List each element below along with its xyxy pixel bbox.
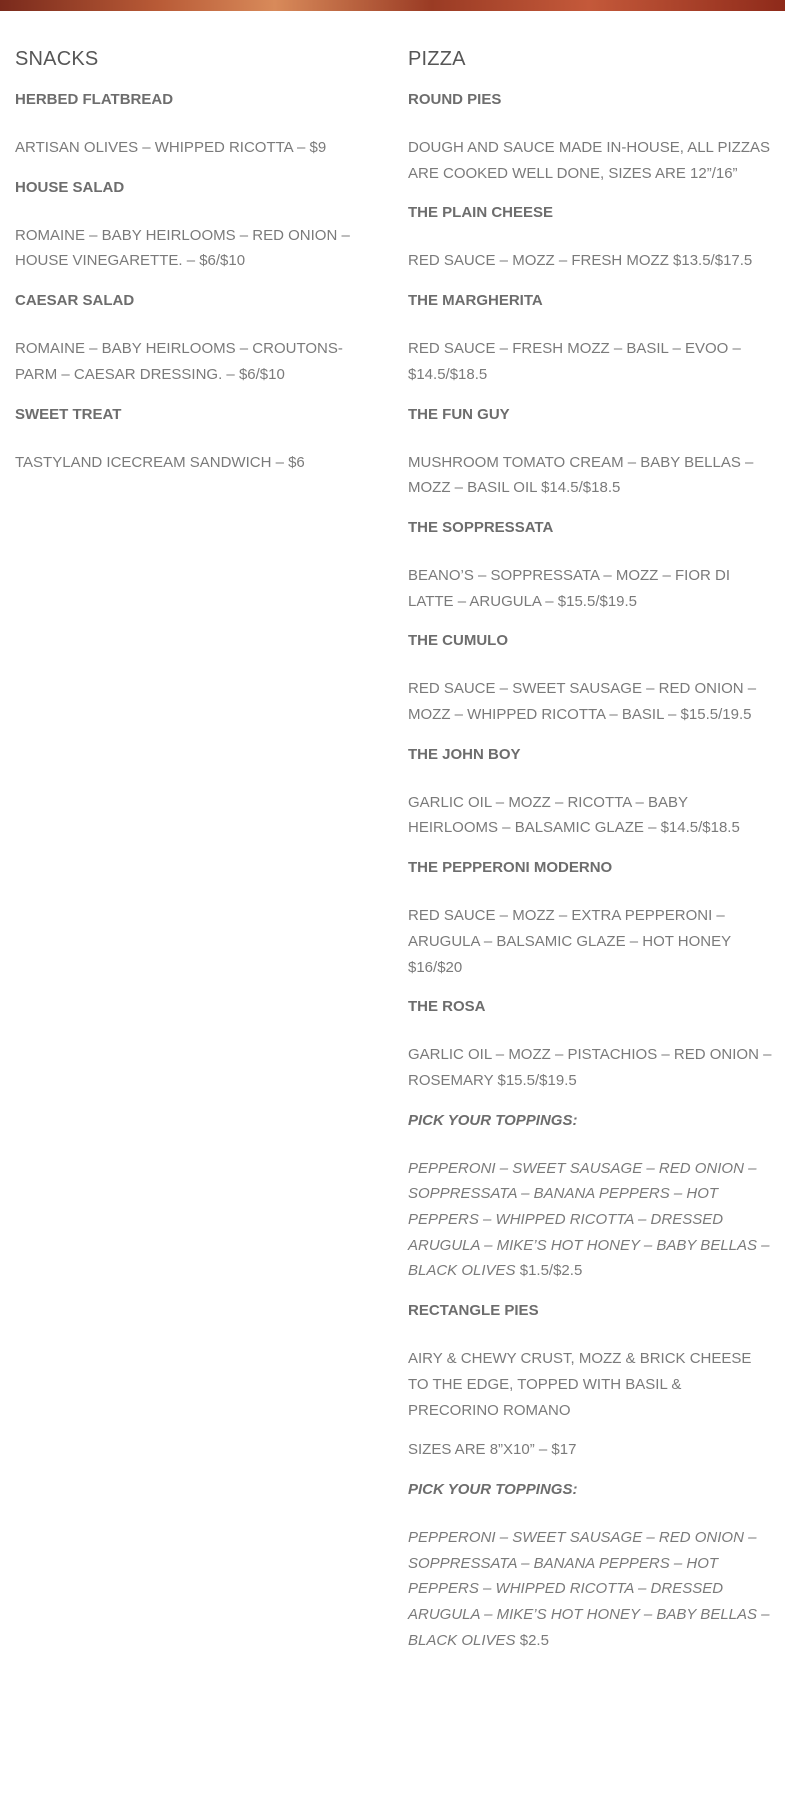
item-description: AIRY & CHEWY CRUST, MOZZ & BRICK CHEESE TO THE EDGE, TOPPED WITH BASIL & PRECORINO ROMANO	[408, 1350, 752, 1419]
menu-item	[408, 996, 773, 1093]
item-description: RED SAUCE – MOZZ – EXTRA PEPPERONI – ARUGULA – BALSAMIC GLAZE – HOT HONEY $16/$20	[408, 907, 731, 976]
pizza-title: PIZZA	[408, 48, 466, 70]
menu-item	[408, 630, 773, 727]
menu-item	[408, 1300, 773, 1463]
toppings-price: $2.5	[515, 1631, 549, 1649]
item-description: RED SAUCE – SWEET SAUSAGE – RED ONION – MOZZ – WHIPPED RICOTTA – BASIL – $15.5/19.5	[408, 680, 757, 724]
item-description: MUSHROOM TOMATO CREAM – BABY BELLAS – MOZZ – BASIL OIL $14.5/$18.5	[408, 453, 754, 497]
item-name: THE CUMULO	[408, 632, 508, 650]
item-description: ARTISAN OLIVES – WHIPPED RICOTTA – $9	[15, 139, 327, 156]
menu-item	[408, 744, 773, 841]
menu-item	[15, 290, 360, 387]
item-name: THE JOHN BOY	[408, 745, 521, 763]
menu-item	[408, 404, 773, 501]
toppings-block	[408, 1110, 773, 1285]
toppings-heading: PICK YOUR TOPPINGS:	[408, 1111, 578, 1129]
item-description: RED SAUCE – MOZZ – FRESH MOZZ $13.5/$17.5	[408, 252, 753, 270]
menu-item	[15, 404, 360, 476]
item-description: ROMAINE – BABY HEIRLOOMS – RED ONION – HOUSE VINEGARETTE. – $6/$10	[15, 226, 350, 270]
menu-item	[408, 290, 773, 387]
menu-item	[15, 89, 360, 161]
item-description: GARLIC OIL – MOZZ – RICOTTA – BABY HEIRLOOMS – BALSAMIC GLAZE – $14.5/$18.5	[408, 793, 740, 837]
menu-item	[408, 857, 773, 980]
menu-item	[15, 177, 360, 274]
toppings-description	[408, 1525, 773, 1654]
toppings-description	[408, 1156, 773, 1285]
hero-image-strip	[0, 0, 785, 11]
item-name: THE FUN GUY	[408, 405, 510, 423]
menu-item	[408, 202, 773, 274]
snacks-column	[15, 11, 360, 475]
item-description: BEANO’S – SOPPRESSATA – MOZZ – FIOR DI LATTE – ARUGULA – $15.5/$19.5	[408, 566, 731, 610]
item-description: RED SAUCE – FRESH MOZZ – BASIL – EVOO – $14.5/$18.5	[408, 340, 741, 383]
toppings-heading: PICK YOUR TOPPINGS:	[408, 1480, 578, 1498]
toppings-list: PEPPERONI – SWEET SAUSAGE – RED ONION – SOPPRESSATA – BANANA PEPPERS – HOT PEPPERS – WHIPPED RICOTTA – DRESSED ARUGULA – MIKE’S HOT HONEY – BABY BELLAS – BLACK OLIVES	[408, 1528, 770, 1649]
item-name: THE MARGHERITA	[408, 292, 543, 310]
item-name: SWEET TREAT	[15, 405, 122, 423]
toppings-list: PEPPERONI – SWEET SAUSAGE – RED ONION – SOPPRESSATA – BANANA PEPPERS – HOT PEPPERS – WHIPPED RICOTTA – DRESSED ARUGULA – MIKE’S HOT HONEY – BABY BELLAS – BLACK OLIVES	[408, 1159, 770, 1280]
item-description: TASTYLAND ICECREAM SANDWICH – $6	[15, 453, 305, 471]
item-name: ROUND PIES	[408, 91, 502, 108]
item-name: HOUSE SALAD	[15, 178, 125, 196]
toppings-price: $1.5/$2.5	[515, 1262, 583, 1280]
item-name: CAESAR SALAD	[15, 292, 135, 310]
snacks-title: SNACKS	[15, 48, 99, 70]
item-name: THE ROSA	[408, 998, 486, 1016]
menu-item	[408, 517, 773, 614]
item-name: THE PLAIN CHEESE	[408, 204, 554, 222]
item-name: THE SOPPRESSATA	[408, 518, 554, 536]
item-sizes: SIZES ARE 8”X10” – $17	[408, 1441, 577, 1459]
item-name: RECTANGLE PIES	[408, 1302, 539, 1320]
toppings-block	[408, 1479, 773, 1654]
menu-item	[408, 89, 773, 186]
item-description: ROMAINE – BABY HEIRLOOMS – CROUTONS- PARM – CAESAR DRESSING. – $6/$10	[15, 340, 343, 383]
item-name: HERBED FLATBREAD	[15, 91, 174, 108]
item-name: THE PEPPERONI MODERNO	[408, 859, 613, 877]
pizza-column	[408, 11, 773, 1654]
item-description: DOUGH AND SAUCE MADE IN-HOUSE, ALL PIZZAS ARE COOKED WELL DONE, SIZES ARE 12”/16”	[408, 139, 771, 182]
item-description: GARLIC OIL – MOZZ – PISTACHIOS – RED ONION – ROSEMARY $15.5/$19.5	[408, 1046, 772, 1089]
